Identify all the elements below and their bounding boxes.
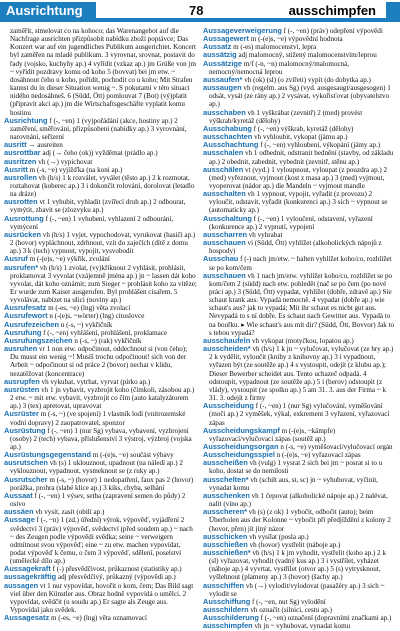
dictionary-entry — [203, 402, 396, 426]
left-column — [4, 27, 197, 623]
entry-definition: f (-, ~en) vyhloubení, výkopání (jámy ap.) — [260, 141, 381, 150]
dictionary-entry — [4, 492, 197, 508]
entry-headword: Ausrutscher — [4, 474, 48, 484]
header-rule — [96, 18, 386, 22]
entry-headword: ausscheren* — [203, 507, 247, 517]
entry-headword: ausschicken — [203, 531, 248, 541]
entry-definition: → ausreiten — [28, 141, 63, 150]
dictionary-entry — [203, 549, 396, 582]
entry-definition: f (-, ~en) 1 vyhubení, vyhlazení 2 odbourání, vymýcení — [10, 214, 174, 231]
entry-definition: f (-) přesvědčivost, průkaznost (statistiky ap.) — [52, 565, 182, 574]
entry-headword: aussagekräftig — [4, 572, 57, 582]
dictionary-entry — [4, 427, 197, 451]
entry-definition: f (-, ~en) 1 vyloučení, odstavení, vyřazení (konkurence ap.) 2 vypnutí, vypojení — [209, 214, 373, 231]
entry-definition: f (-, ~en) výškrab, kyretáž (dělohy) — [253, 124, 354, 133]
entry-headword: Aussageverweigerung — [203, 26, 282, 35]
entry-headword: ausschießen — [203, 539, 248, 549]
entry-definition: vh (vulg) 1 vysrat 2 sich bei jm ~ posrat si to u koho, dostat se do nemilosti — [209, 459, 383, 476]
page-number: 78 — [189, 3, 204, 18]
dictionary-entry — [4, 198, 197, 214]
dictionary-entry — [203, 508, 396, 532]
entry-definition: vh (h/s) 1 k rozválet, vyválet (těsto ap.) 2 k rozmotat, roztahovat (koberec ap.) 3 i dokončit rolování, dorolovat (letadlo na dráze) — [10, 173, 195, 199]
entry-headword: Ausrufewort — [4, 311, 48, 321]
entry-definition: vh (h/s) 1 zvolat, (vy)křiknout 2 vyhlásit, prohlásit, proklamovat 3 vyvolat (vzájemně jména ap.) jn ~ lassen dát koho vyvolat, dát koho oznámit; zum Sieger ~ prohlásit koho za vítěze; Er wurde zum Kaiser ausgerufen. Byl prohlášen císařem. 5 vyvolávat, nabízet na ulici (noviny ap.) — [10, 263, 197, 305]
entry-headword: Ausschaltung — [203, 213, 252, 223]
entry-headword: Ausrüstung — [4, 425, 46, 435]
entry-definition: m (-(e)s, ~e) součást výbavy — [92, 451, 174, 460]
entry-headword: ausschimpfen — [203, 621, 253, 631]
entry-definition: m (-s, ~) (hovor) 1 nedopatření, faux pas 2 (hovor) porážka, prohra (slabé klice ap.) 3 kiks, chyba, selhání — [10, 475, 194, 492]
entry-definition: vh (schilt aus, st, sc) jn ~ vyhubovat, vyčinit, vynadat komu — [209, 475, 378, 492]
entry-headword: Aussage — [4, 515, 35, 525]
entry-definition: m (-s, ~) (ve spojení) 1 vlastník lodí (vnitrozemské vodní dopravy) 2 zaopatrovatel, sponzor — [10, 410, 186, 427]
entry-headword: ausschauen — [203, 238, 246, 248]
dictionary-entry — [203, 239, 396, 255]
entry-headword: ausrotten — [4, 197, 38, 207]
entry-headword: Aussagesatz — [4, 613, 50, 623]
entry-definition: n (-s, ~e) vyměšovací/vylučovací orgán — [280, 442, 393, 451]
dictionary-entry — [203, 427, 396, 443]
entry-definition: vh vysílat (posla ap.) — [249, 532, 309, 541]
entry-definition: adj přesvědčivý, průkazný (výpovědi ap.) — [57, 573, 176, 582]
entry-headword: ausritzen — [4, 156, 37, 166]
entry-headword: ausschenken — [203, 490, 250, 500]
entry-headword: Ausschilderung — [203, 613, 259, 623]
entry-headword: ausschauen — [203, 270, 246, 280]
dictionary-entry — [4, 516, 197, 565]
entry-definition: vt (vyd.) 1 vyloupnout, vyloupat (z pouzdra ap.) 2 (med) vyřeznout, vyjmout (kost z masa ap.) 3 (med) vyjmout, vyoperovat (nádor ap.) die Mandeln ~ vyjmout mandle — [209, 165, 388, 190]
entry-headword: Ausrottung — [4, 213, 44, 223]
entry-headword: ausschelten* — [203, 474, 249, 484]
dictionary-entry — [4, 410, 197, 426]
entry-headword: Ausrufung — [4, 327, 42, 337]
entry-definition: m (-(e)s, ~e) výpovědní hodnota — [250, 35, 343, 44]
entry-definition: vh 1 čepovat (alkoholické nápoje ap.) 2 nalévat, nalít (víno ap.) — [209, 491, 388, 509]
entry-headword: Aussaat — [4, 490, 33, 500]
entry-headword: aussagen — [4, 580, 39, 590]
entry-definition: vh (ok) (sl) (o zvířeti) vypít (do dobytka ap.) — [244, 75, 371, 84]
entry-definition: vh 1 jn vybavit, vyzbrojit koho (čímkoli, zásobou ap.) 2 etw. ~ mit etw. vybavit, vyzbrojit co čím (auto katalyzátorem ap.) 3 (tex) apretovat, upravovat — [10, 385, 195, 411]
entry-headword: ausschaben — [203, 107, 246, 117]
dictionary-entry — [203, 272, 396, 337]
entry-headword: ausrollen — [4, 172, 37, 182]
entry-definition: f (-, ~en) 1 výsev, setba (zapravení semen do půdy) 2 osivo — [10, 491, 186, 509]
entry-headword: Ausscheidungsspiel — [203, 450, 275, 460]
entry-definition: vh (→) vypichovat — [38, 157, 93, 166]
entry-definition: vh vyhloubit, vykopat (jámu ap.) — [254, 133, 348, 142]
entry-definition: vt 1 vyhubit, vyhladit (zvířecí druh ap.) 2 odbourat, vymýtit, zbavit se (zlozvyku ap.) — [10, 198, 186, 215]
entry-definition: vh (h/s) 1 k jm vyhodit, vystřelit (koho ap.) 2 k (sl) vyřazovat, vyhodit (vadný kus ap.) 3 i vystřílet, vyházet (náboje ap.) 4 vyvrtat, vystřílet (otvor ap.) 5 (s) vytrysknout, vyšlehnout (plameny ap.) 3 (hovor) (šachy ap.) — [209, 549, 387, 582]
entry-definition: m (-es, ~e) (lng) věta oznamovací — [50, 614, 147, 623]
entry-headword: Ausschabung — [203, 123, 252, 133]
last-headword: ausschimpfen — [288, 3, 376, 18]
entry-definition: m (-es) malomocenství, lepra — [233, 43, 317, 52]
entry-headword: aussaufen* — [203, 74, 243, 84]
entry-definition: n (-s, ~) (rak) vykřičník — [74, 336, 142, 345]
entry-definition: vh (regelm. aus Sg) (vyd. ausgesaugt/ausgesogen) 1 odsát, vysát (ze rány ap.) 2 vysávat, vykořisťovat (obyvatelstvo ap.) — [209, 84, 391, 109]
entry-definition: n (-(e)s, ~wörter) (lng) citoslovce — [49, 312, 145, 321]
entry-headword: Ausscheidung — [203, 401, 254, 411]
dictionary-entry — [203, 492, 396, 508]
dictionary-entry — [4, 582, 197, 615]
entry-headword: ausrufen* — [4, 262, 39, 272]
entry-headword: Ausrüstungsgegenstand — [4, 450, 92, 460]
dictionary-entry — [203, 476, 396, 492]
entry-definition: vh (s) 1 uklouznout, upadnout (na náledí ap.) 2 vyklouznout, vypadnout, vysmeknout se (z ruky ap.) — [10, 459, 183, 476]
entry-definition: m/f (-n, ~n) malomocný/malomocná, nemocný/nemocná leprou — [209, 59, 350, 76]
entry-definition: m (-es, ~e) (lng) věta zvolací — [48, 304, 131, 313]
entry-headword: aussätzig — [203, 50, 237, 60]
dictionary-columns — [4, 26, 396, 631]
entry-definition: vh (h/s) 1 vyjet, vypochodovat, vyrukovat (hasiči ap.) 2 (hovor) vypláchnout, zdrhnout, vzít do zaječích (dítě z domu ap.) 3 k (tech) vypnout, vypojit, vysvobodit — [10, 230, 196, 256]
entry-headword: ausschießen* — [203, 548, 251, 557]
entry-headword: Ausritt — [4, 164, 28, 174]
entry-headword: Ausschachtung — [203, 140, 259, 150]
entry-definition: f (-, ~en) 1 (nur Sg) vylučování, vyměšování (moči ap.) 2 vyměšek, výkal, exkrement 3 vyřazení, vyřazovací zápas — [209, 402, 390, 427]
entry-headword: Ausrufezeichen — [4, 319, 60, 329]
entry-headword: Aussatz — [203, 42, 232, 52]
entry-headword: ausschachten — [203, 132, 253, 142]
dictionary-entry — [203, 215, 396, 231]
entry-headword: ausschiffen — [203, 580, 245, 590]
entry-headword: Aussagekraft — [4, 564, 51, 574]
dictionary-entry — [4, 215, 197, 231]
entry-definition: f (-, ~en) vyhlášení, prohlášení, proklamace — [43, 328, 168, 337]
entry-definition: zaměřit, stmelovat co na kohoco; das Warenangebot auf die Nachfrage ausrichten přizpůsobit nabídku zboží poptávce; Das Konzert war auf ein jugendliches Publikum ausgerichtet. Koncert byl zaměřen na mladé publikum. 3 vyrovnat, srovnat, postavit do řady (vojsko, kuchyňy ap.) 4 vyřídit (vzkaz ap.) jm Grüße von jm ~ vyřídit pozdravy komu od koho 5 (bovvat) bei jm etw. ~ dosáhnout čeho u koho, pořídit, pochodit co u koho; Mit Strafen kannst du in dieser Situation wenig ~. S pokutami v této situaci nidého nedosáhneš. 6 (Südd, Ött) pomlouvat 7 (Bot) (vý)platit (připravit akci ap.) jm die Wirtschaftsgeschäfte vyplatit komu hostinu — [10, 27, 196, 117]
entry-definition: m (-s, ~e) vyjížďka (na koni ap.) — [29, 165, 123, 174]
entry-headword: Ausruf — [4, 254, 28, 264]
entry-headword: Aussätzige — [203, 58, 243, 68]
entry-definition: f (-, ~en) (práv) odepření výpovědi — [283, 27, 383, 35]
dictionary-entry — [203, 190, 396, 214]
entry-headword: ausscheißen — [203, 458, 248, 468]
entry-definition: vh vykopat (motyčkou, lopatou ap.) — [252, 336, 354, 345]
dictionary-entry — [203, 109, 396, 125]
entry-headword: ausritt — [4, 140, 27, 150]
entry-definition: vi (Südd, Ött) vyhlížet (alkoholických nápojů z hospody) — [209, 239, 382, 256]
entry-definition: vh označit (silnici, cestu ap.) — [250, 606, 332, 615]
dictionary-entry — [203, 60, 396, 76]
entry-definition: f (-) nach jm/etw. ~ halten vyhlížet koho/co, rozhlížet se po kom/čem — [209, 255, 392, 272]
entry-headword: aussaugen — [203, 83, 242, 93]
entry-definition: vh (h/s) 1 k jn ~ vylučovat, vylučovat (ze hry ap.) 2 k vydělit, vyloučit (knihy z knihovny ap.) 3 i vypadnout, vyřazen být (ze soutěže ap.) 4 s vystoupit, odejít (z klubu ap.); Dieser Bewerber scheidet aus. Tento uchazeč odpadá. 4 odstoupit, vypadnout (ze soutěže ap.) 5 i (berov) odstoupit (z vlády), vystoupit (ze spolku ap.) 5 am 31. 3. aus der Firma ~ k 31. 3. odejít z firmy — [209, 345, 394, 403]
entry-headword: Ausrufesatz — [4, 303, 47, 313]
entry-definition: vr 1 non etw. odpočinout, oddechnout si (von čeho); Du musst ein wenig ~! Musíš trochu odpočinout! sich von der Arbeit ~ odpočinout si od práce 2 (bovor) nechat v klidu, nezatěžovat (koncentrace) — [10, 345, 188, 378]
entry-headword: aussäen — [4, 507, 34, 517]
entry-headword: ausruhen — [4, 344, 38, 354]
dictionary-entry — [4, 231, 197, 255]
entry-headword: Ausscheidungsorgan — [203, 441, 279, 451]
entry-definition: vh vyhrabat — [248, 230, 283, 239]
entry-definition: vt 1 nur vypovídat, hovořit o kom, čem; Das Bild sagt viel über den Künstler aus. Obraz hodně vypovídá o umělci. 2 vypovídat, svědčit (u soudu ap.) Er sagte als Zeuge aus. Vypovídal jako svědek. — [10, 581, 194, 615]
entry-definition: vh (hovor) vystřelit (náboje ap.) — [249, 540, 341, 549]
entry-definition: vh (→) vylodit/vylodovat (pasažéry ap.) 3 sich ~ vylodit se — [209, 581, 385, 598]
entry-definition: f (-, ~en) 1 (vy)pořádání (akce, hostiny ap.) 2 zaměření, směřování, přizpůsobení (nabídky ap.) 3 vyrovnání, narovnání, seřízení — [10, 116, 187, 142]
entry-headword: ausscharren — [203, 229, 247, 239]
dictionary-entry — [203, 582, 396, 598]
entry-headword: ausschaufeln — [203, 335, 251, 345]
dictionary-entry — [4, 27, 197, 117]
dictionary-entry — [4, 158, 197, 166]
entry-definition: f (-, ~n) 1 (zd.) úřední) výrok, výpověď, vyjádření 2 svědectví 3 (práv) výpověď, svědectví (před soudem ap.) ~ nach ~ des Zeugen podle výpovědi svědka; seine ~ verweigern odmítnout svou výpověď; eine ~ zu etw. machen vypovídat, podat výpověď k čemu, o čem 3 výpověď, sdělení, poselství (umělecké dílo ap.) — [10, 516, 193, 566]
entry-headword: ausrüsten — [4, 384, 40, 394]
dictionary-entry — [4, 459, 197, 475]
entry-headword: ausscheiden* — [203, 344, 251, 354]
entry-definition: adj malomocný, stižený malomocenstvím/leprou — [238, 51, 377, 60]
dictionary-entry — [203, 84, 396, 108]
entry-headword: Ausrichtung — [4, 115, 48, 125]
right-column — [201, 26, 396, 631]
entry-definition: vh vysít, zasít (obilí ap.) — [35, 508, 105, 517]
dictionary-entry — [203, 166, 396, 190]
entry-definition: n (-s, ~) vykřičník — [60, 320, 113, 329]
dictionary-entry — [4, 614, 197, 622]
entry-headword: Aussagewert — [203, 34, 250, 44]
entry-headword: ausrottbar — [4, 148, 41, 158]
dictionary-entry — [4, 117, 197, 141]
dictionary-entry — [4, 345, 197, 378]
entry-headword: ausschildern — [203, 605, 249, 615]
dictionary-entry — [203, 149, 396, 165]
entry-definition: f (-, ~en) 1 (nur Sg) vybava, vybavení, vyzbrojení (osoby) 2 (tech) vybava, příslušenství 3 výstroj, výzbroj (vojska ap.) — [10, 426, 192, 451]
entry-headword: ausschalen — [203, 148, 244, 158]
entry-headword: ausrupfen — [4, 376, 40, 386]
entry-headword: ausschälen — [203, 164, 244, 174]
entry-definition: f (-, ~en, nut Sg) vylodění — [252, 597, 326, 606]
entry-definition: m (-(e)s, ~kämpfe) vyřazovací/vylučovací zápas (soutěž ap.) — [209, 426, 336, 443]
entry-headword: Ausrüster — [4, 409, 39, 419]
entry-headword: Ausschau — [203, 254, 239, 264]
dictionary-entry — [4, 264, 197, 305]
entry-headword: ausrutschen — [4, 458, 48, 468]
entry-definition: f (-, ~en) označení (dopravními značkami ap.) — [260, 614, 392, 623]
entry-definition: vh vykubat, vytrhat, vyrvat (pírko ap.) — [41, 377, 151, 386]
entry-headword: ausrücken — [4, 229, 41, 239]
dictionary-entry — [4, 476, 197, 492]
first-headword: Ausrichtung — [6, 3, 83, 18]
entry-headword: Ausschiffung — [203, 596, 251, 606]
entry-definition: n (-(e)s, ~e) vyřazovací zápas — [276, 451, 361, 460]
header-right-bar — [386, 2, 400, 22]
dictionary-entry — [203, 345, 396, 402]
dictionary-entry — [203, 255, 396, 271]
entry-definition: adj (→ čeho (ok)) vyžděmat (prádlo ap.) — [42, 149, 158, 158]
dictionary-entry — [4, 174, 197, 198]
entry-definition: vh (s) (z ok) 1 vybočit, odbočit (auto); beim Überholen aus der Kolonne ~ vybočit při předjíždění z kolony 2 (hovor, přen) jít jiný názor — [209, 508, 391, 533]
entry-definition: vh 1 vypnout, vypojit, vyřadit (z provozu) 2 vyloučit, odstavit, vyřadit (konkurenci ap.) 3 sich ~ vypnout se (automaticky ap.) — [209, 190, 388, 215]
dictionary-entry — [203, 459, 396, 475]
entry-headword: Ausrufungszeichen — [4, 335, 73, 345]
dictionary-entry — [203, 622, 396, 630]
entry-definition: vh jn ~ vyhubovat, vynadat komu — [254, 622, 351, 631]
entry-definition: vh 1 nach jm/etw. vyhlížet koho/co, rozhlížet se po kom/čem 2 (südd) nach etw. pohledět (nač se po čem (po nové práci ap.) 3 (Südd, Ött) vypadat, vyhlížet (dobře, zdravě ap.) Sie schaut krank aus. Vypadá nemocně. 4 vypadat (dobře ap.) wie schaut's aus? jak to vypadá; Mit ihr schaut es nicht gut aus. Nevypadá to s ní dobře. Es schaut nach Gewitter aus. Vypadá to na bouřku. ▸ Wie schaut's aus mit dir? (Südd, Ött, Bovvor) Jak to s tebou vypadá? — [209, 271, 395, 337]
page-header — [0, 0, 400, 26]
entry-definition: vh 1 vyškrábat (zevnitř) 2 (med) provést výškrab/kyretáž (dělohy) — [209, 108, 363, 125]
entry-headword: Ausscheidungskampf — [203, 425, 280, 435]
entry-definition: vh 1 odbednit, odstranit bednění (stavby, od základu ap.) 2 obednit, zabednit, vybednit (zevnitř, stěnu ap.) — [209, 149, 394, 166]
entry-definition: m (-(e)s, ~e) výkřik, zvolání — [29, 255, 110, 264]
entry-headword: ausschalten — [203, 189, 246, 199]
dictionary-entry — [4, 386, 197, 410]
